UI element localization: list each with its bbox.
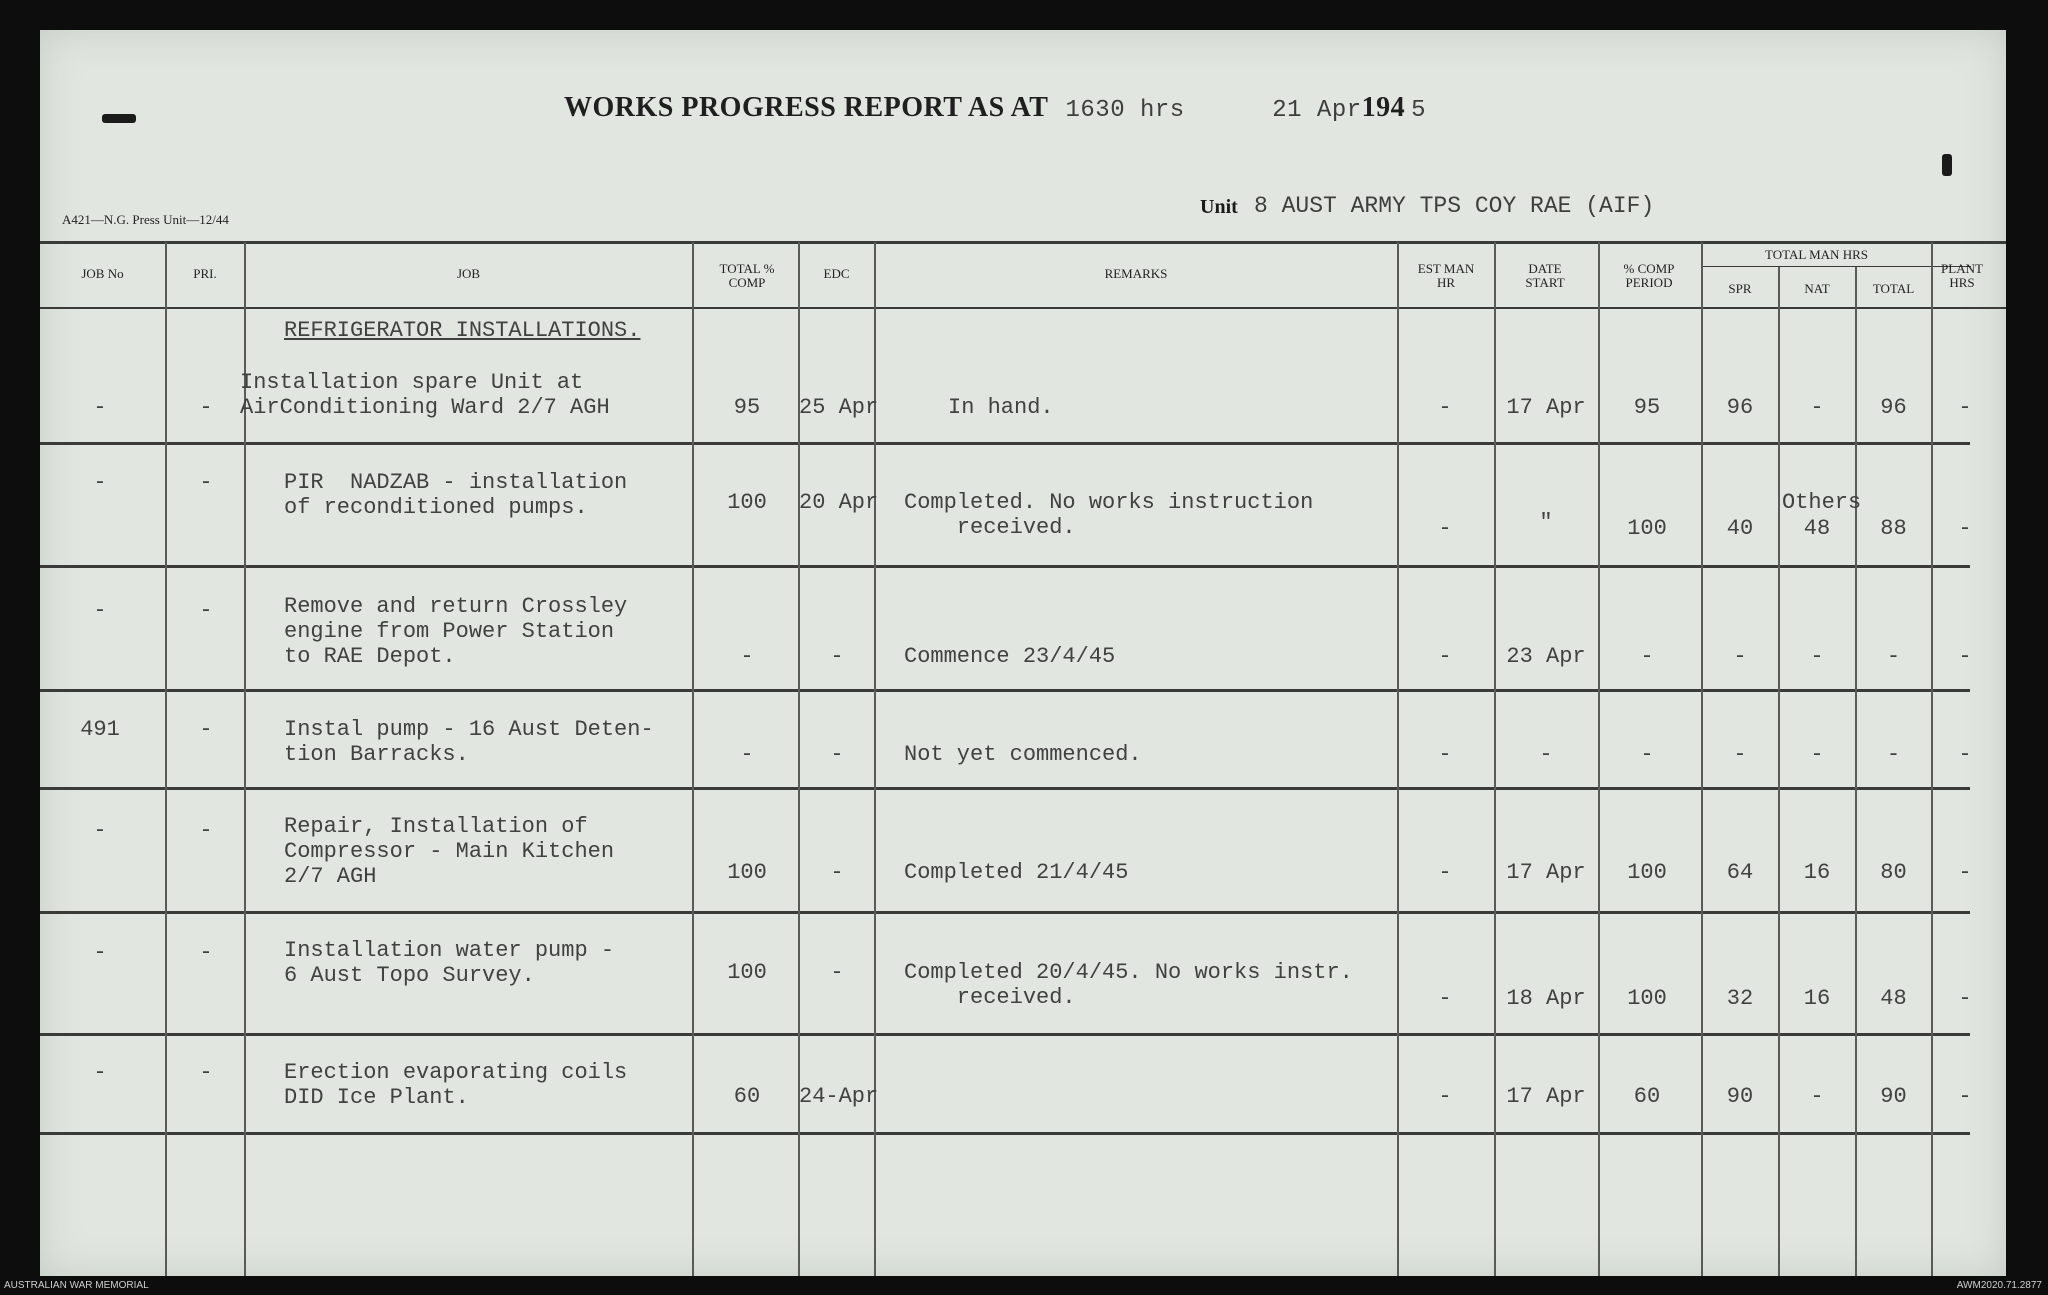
- row7-total: 90: [1880, 1084, 1907, 1109]
- row6-spr: 32: [1726, 986, 1754, 1011]
- row1-comp-period: 95: [1633, 395, 1661, 420]
- header-edc: EDC: [823, 266, 850, 281]
- row2-plant: -: [1958, 516, 1972, 541]
- footer-left: AUSTRALIAN WAR MEMORIAL: [4, 1280, 149, 1291]
- col-rule: [165, 242, 167, 1276]
- row-rule: [40, 787, 1970, 790]
- row3-job: Remove and return Crossley engine from Power Station to RAE Depot.: [284, 594, 628, 669]
- row1-job: Installation spare Unit at AirConditioning Ward 2/7 AGH: [240, 370, 610, 420]
- row3-total-comp: -: [740, 644, 754, 669]
- header-comp-period: % COMP PERIOD: [1623, 261, 1675, 290]
- row5-job-no: -: [93, 818, 107, 843]
- header-pri: PRI.: [193, 266, 217, 281]
- row1-nat: -: [1810, 395, 1824, 420]
- row6-comp-period: 100: [1627, 986, 1667, 1011]
- row7-plant: -: [1958, 1084, 1972, 1109]
- unit-label: Unit: [1200, 196, 1238, 218]
- row3-remarks: Commence 23/4/45: [904, 644, 1116, 669]
- report-title: [564, 92, 1426, 124]
- row1-pri: -: [199, 395, 213, 420]
- row5-plant: -: [1958, 860, 1972, 885]
- row6-plant: -: [1958, 986, 1972, 1011]
- row4-plant: -: [1958, 742, 1972, 767]
- document-sheet: [40, 30, 2006, 1276]
- row-rule: [40, 911, 1970, 914]
- row2-comp-period: 100: [1627, 516, 1667, 541]
- row4-comp-period: -: [1640, 742, 1654, 767]
- row7-nat: -: [1810, 1084, 1824, 1109]
- row4-date-start: -: [1539, 742, 1553, 767]
- row2-spr: 40: [1726, 516, 1754, 541]
- col-rule: [1931, 242, 1933, 1276]
- row1-plant: -: [1958, 395, 1972, 420]
- report-time: 1630 hrs: [1065, 97, 1185, 124]
- row2-nat-note: Others: [1782, 490, 1862, 515]
- row7-total-comp: 60: [733, 1084, 761, 1109]
- row2-job: PIR NADZAB - installation of reconditioned pumps.: [284, 470, 628, 520]
- report-year-typed: 5: [1411, 97, 1427, 124]
- row3-pri: -: [199, 598, 213, 623]
- row5-job: Repair, Installation of Compressor - Main Kitchen 2/7 AGH: [284, 814, 615, 889]
- row4-job-no: 491: [80, 717, 120, 742]
- row6-nat: 16: [1803, 986, 1831, 1011]
- row4-spr: -: [1733, 742, 1747, 767]
- row7-pri: -: [199, 1060, 213, 1085]
- header-date-start: DATE START: [1525, 261, 1565, 290]
- header-nat: NAT: [1804, 281, 1830, 296]
- row4-total-comp: -: [740, 742, 754, 767]
- ink-mark: [1942, 154, 1952, 176]
- row7-job-no: -: [93, 1060, 107, 1085]
- row7-spr: 90: [1726, 1084, 1754, 1109]
- row-rule: [40, 689, 1970, 692]
- report-date: 21 Apr: [1272, 97, 1362, 124]
- row1-job-no: -: [93, 395, 107, 420]
- row5-total-comp: 100: [727, 860, 767, 885]
- report-year-printed: 194: [1361, 92, 1406, 123]
- row2-pri: -: [199, 470, 213, 495]
- row6-total: 48: [1880, 986, 1907, 1011]
- row2-edc: 20 Apr: [799, 490, 879, 515]
- header-total: TOTAL: [1872, 281, 1915, 296]
- row3-plant: -: [1958, 644, 1972, 669]
- header-job-no: JOB No: [81, 266, 124, 281]
- row5-comp-period: 100: [1627, 860, 1667, 885]
- row1-date-start: 17 Apr: [1506, 395, 1586, 420]
- row6-remarks: Completed 20/4/45. No works instr. received.: [904, 960, 1353, 1010]
- row2-date-start: ": [1539, 510, 1553, 535]
- header-est-man-hr: EST MAN HR: [1417, 261, 1475, 290]
- header-total-comp: TOTAL % COMP: [719, 261, 775, 290]
- row6-total-comp: 100: [727, 960, 767, 985]
- report-title-text: WORKS PROGRESS REPORT AS AT: [564, 92, 1048, 123]
- col-rule: [692, 242, 694, 1276]
- row6-date-start: 18 Apr: [1506, 986, 1586, 1011]
- header-spr: SPR: [1728, 281, 1752, 296]
- row2-est: -: [1438, 516, 1452, 541]
- row5-date-start: 17 Apr: [1506, 860, 1586, 885]
- row6-est: -: [1438, 986, 1452, 1011]
- footer-right: AWM2020.71.2877: [1956, 1280, 2042, 1291]
- row7-date-start: 17 Apr: [1506, 1084, 1586, 1109]
- row1-spr: 96: [1726, 395, 1754, 420]
- row4-nat: -: [1810, 742, 1824, 767]
- row3-edc: -: [830, 644, 844, 669]
- header-total-man-hrs: TOTAL MAN HRS: [1765, 247, 1868, 262]
- ink-mark: [102, 114, 136, 123]
- table-top-rule: [40, 241, 2006, 244]
- row4-total: -: [1886, 742, 1901, 767]
- row4-remarks: Not yet commenced.: [904, 742, 1142, 767]
- row1-total-comp: 95: [733, 395, 761, 420]
- col-rule: [1397, 242, 1399, 1276]
- row2-job-no: -: [93, 470, 107, 495]
- row5-est: -: [1438, 860, 1452, 885]
- row1-remarks: In hand.: [948, 395, 1054, 420]
- row3-total: -: [1886, 644, 1901, 669]
- row3-est: -: [1438, 644, 1452, 669]
- row4-edc: -: [830, 742, 844, 767]
- row-rule: [40, 1033, 1970, 1036]
- form-number: A421—N.G. Press Unit—12/44: [62, 212, 229, 227]
- row-rule: [40, 442, 1970, 445]
- row3-date-start: 23 Apr: [1506, 644, 1586, 669]
- row6-job: Installation water pump - 6 Aust Topo Survey.: [284, 938, 615, 988]
- row7-est: -: [1438, 1084, 1452, 1109]
- row5-remarks: Completed 21/4/45: [904, 860, 1129, 885]
- row6-pri: -: [199, 940, 213, 965]
- row3-nat: -: [1810, 644, 1824, 669]
- section-heading: REFRIGERATOR INSTALLATIONS.: [284, 318, 641, 343]
- row1-est: -: [1438, 395, 1452, 420]
- row2-total: 88: [1880, 516, 1907, 541]
- unit-value: 8 AUST ARMY TPS COY RAE (AIF): [1254, 193, 1655, 219]
- row7-comp-period: 60: [1633, 1084, 1661, 1109]
- row4-pri: -: [199, 717, 213, 742]
- row1-total: 96: [1880, 395, 1907, 420]
- header-plant-hrs: PLANT HRS: [1941, 261, 1983, 290]
- row7-job: Erection evaporating coils DID Ice Plant.: [284, 1060, 628, 1110]
- row5-spr: 64: [1726, 860, 1754, 885]
- row1-edc: 25 Apr: [799, 395, 879, 420]
- col-rule: [1598, 242, 1600, 1276]
- row4-est: -: [1438, 742, 1452, 767]
- row2-nat: 48: [1803, 516, 1831, 541]
- row2-total-comp: 100: [727, 490, 767, 515]
- row5-nat: 16: [1803, 860, 1831, 885]
- header-job: JOB: [456, 266, 481, 281]
- row-rule: [40, 1132, 1970, 1135]
- row5-total: 80: [1880, 860, 1907, 885]
- row3-comp-period: -: [1640, 644, 1654, 669]
- row3-job-no: -: [93, 598, 107, 623]
- row-rule: [40, 565, 1970, 568]
- row2-remarks: Completed. No works instruction received.: [904, 490, 1314, 540]
- row6-job-no: -: [93, 940, 107, 965]
- row5-pri: -: [199, 818, 213, 843]
- header-bottom-rule: [40, 307, 2006, 309]
- row7-edc: 24-Apr: [799, 1084, 879, 1109]
- row5-edc: -: [830, 860, 844, 885]
- row4-job: Instal pump - 16 Aust Deten- tion Barracks.: [284, 717, 654, 767]
- header-remarks: REMARKS: [1104, 266, 1168, 281]
- row3-spr: -: [1733, 644, 1747, 669]
- row6-edc: -: [830, 960, 844, 985]
